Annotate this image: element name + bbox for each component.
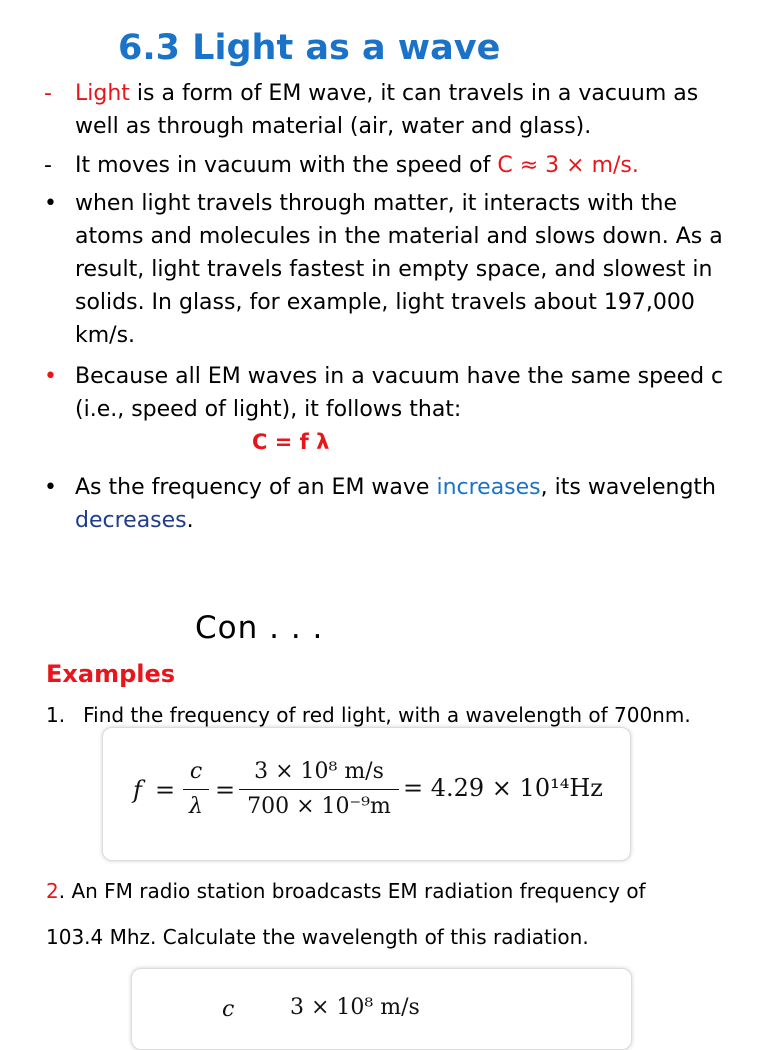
bullet-marker: - — [44, 81, 52, 106]
bullet-item — [0, 77, 768, 147]
examples-heading: Examples — [46, 660, 176, 688]
bullet-marker: • — [44, 475, 57, 500]
fraction-denominator: λ — [189, 794, 203, 819]
bullet-text — [75, 149, 735, 182]
text-run: It moves in vacuum with the speed of — [75, 153, 498, 178]
page-title: 6.3 Light as a wave — [118, 28, 501, 68]
example-2-question-line-1 — [46, 876, 646, 906]
fraction-bar — [239, 789, 399, 790]
example-2-number: 2 — [46, 879, 59, 903]
eq-sign: = — [215, 776, 236, 804]
text-run: C ≈ 3 × m/s. — [497, 153, 639, 178]
bullet-text — [75, 187, 735, 352]
bullet-marker: • — [44, 364, 57, 389]
bullet-item — [0, 149, 768, 185]
example-1-equation — [103, 728, 630, 860]
bullet-text — [75, 360, 735, 426]
text-run: Light — [75, 81, 130, 106]
eq-fraction-c-over-lambda — [183, 758, 209, 821]
example-2-text: . An FM radio station broadcasts EM radiation frequency of — [58, 879, 646, 903]
example-1-text: Find the frequency of red light, with a wavelength of 700nm. — [83, 703, 691, 727]
fraction-denominator: 700 × 10⁻⁹m — [247, 794, 391, 819]
example-2-equation — [132, 969, 631, 1049]
fraction-numerator: c — [222, 997, 235, 1022]
example-2-question-line-2: 103.4 Mhz. Calculate the wavelength of this radiation. — [46, 925, 589, 949]
text-run: increases — [436, 475, 541, 500]
text-run: , its wavelength — [540, 475, 716, 500]
eq-fraction-values — [239, 758, 399, 821]
eq-result: = 4.29 × 10¹⁴Hz — [403, 774, 603, 802]
example-2-equation-card — [131, 968, 632, 1050]
bullet-item — [0, 187, 768, 355]
text-run: is a form of EM wave, it can travels in a vacuum as well as through material (air, water and glass). — [75, 81, 699, 139]
continued-label: Con . . . — [195, 610, 324, 646]
eq-lhs: f — [133, 776, 142, 804]
bullet-marker: • — [44, 191, 57, 216]
text-run: decreases — [75, 508, 187, 533]
bullet-item — [0, 360, 768, 430]
fraction-numerator: 3 × 10⁸ m/s — [290, 995, 420, 1020]
text-run: Because all EM waves in a vacuum have the same speed c (i.e., speed of light), it follows that: — [75, 364, 724, 422]
wave-equation: C = f λ — [252, 430, 330, 454]
bullet-text — [75, 77, 735, 143]
fraction-bar — [183, 789, 209, 790]
fraction-numerator: 3 × 10⁸ m/s — [254, 759, 384, 784]
example-1-question — [46, 700, 691, 730]
fraction-numerator: c — [189, 759, 203, 784]
example-1-number: 1. — [46, 703, 66, 727]
text-run: As the frequency of an EM wave — [75, 475, 437, 500]
text-run: . — [186, 508, 194, 533]
bullet-text — [75, 471, 735, 537]
bullet-marker: - — [44, 153, 52, 178]
eq-sign: = — [155, 776, 176, 804]
example-1-equation-card — [102, 727, 631, 861]
text-run: when light travels through matter, it interacts with the atoms and molecules in the material and slows down. As a result, light travels fastest in empty space, and slowest in solids. In glass, for example, light travels about 197,000 km/s. — [75, 191, 723, 348]
bullet-item — [0, 471, 768, 541]
